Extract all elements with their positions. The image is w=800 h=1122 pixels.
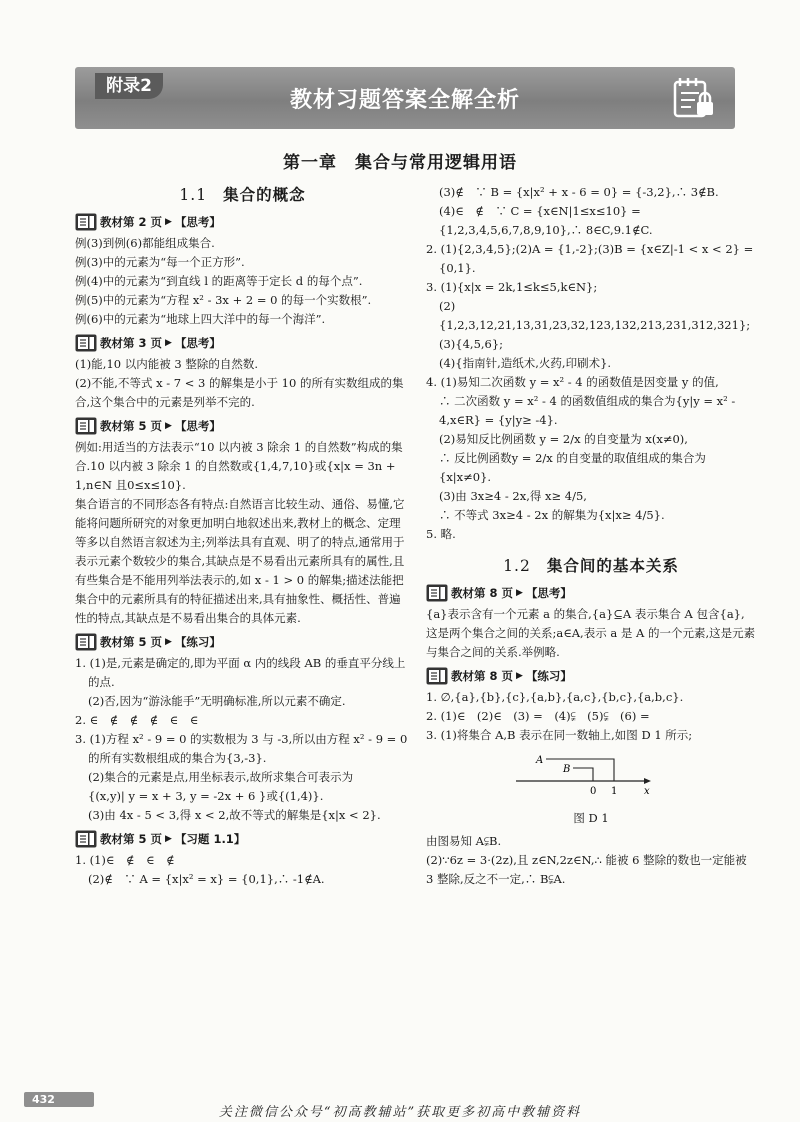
figure-caption: 图 D 1	[573, 811, 609, 825]
header-page: 教材第 8 页	[451, 586, 514, 600]
axis-x-label: x	[644, 786, 650, 797]
answer-line: (3)由 3x≥4 - 2x,得 x≥ 4/5,	[439, 489, 587, 503]
answer-line: (2)集合的元素是点,用坐标表示,故所求集合可表示为	[88, 770, 354, 784]
chapter-title: 第一章 集合与常用逻辑用语	[283, 153, 517, 173]
header-tag: 【练习】	[525, 669, 572, 683]
number-line-figure	[426, 749, 756, 828]
answer-line: ∴ 二次函数 y = x² - 4 的函数值组成的集合为{y|y = x² - 4,x∈R} = {y|y≥ -4}.	[439, 394, 736, 427]
label-b: B	[563, 764, 571, 775]
text-paragraph: 例如:用适当的方法表示“10 以内被 3 除余 1 的自然数”构成的集合.10 以内被 3 除余 1 的自然数或{1,4,7,10}或{x|x = 3n + 1,n∈N 且0≤x≤10}.	[75, 440, 403, 492]
header-page: 教材第 2 页	[100, 215, 163, 229]
textbook-icon	[426, 667, 448, 685]
textbook-icon	[75, 417, 97, 435]
section-number: 1.2	[503, 557, 531, 575]
textbook-icon	[75, 830, 97, 848]
set-a-bracket	[546, 759, 614, 781]
text-line: (2)不能,不等式 x - 7 < 3 的解集是小于 10 的所有实数组成的集合,这个集合中的元素是列举不完的.	[75, 376, 404, 409]
answer-line: ∴ 反比例函数y = 2/x 的自变量的取值组成的集合为{x|x≠0}.	[439, 451, 706, 484]
textbook-icon	[75, 213, 97, 231]
textbook-icon	[426, 584, 448, 602]
answer-line: 3. (1){x|x = 2k,1≤k≤5,k∈N};	[426, 280, 598, 294]
answer-line: (2)易知反比例函数 y = 2/x 的自变量为 x(x≠0),	[439, 432, 688, 446]
section-name: 集合的概念	[223, 186, 306, 204]
answer-line: 3. (1)将集合 A,B 表示在同一数轴上,如图 D 1 所示;	[426, 728, 693, 742]
answer-line: (2){1,2,3,12,21,13,31,23,32,123,132,213,231,312,321};	[439, 299, 751, 332]
exercise-header: 教材第 8 页 ▶ 【思考】	[426, 584, 756, 602]
answer-line: (3){4,5,6};	[439, 337, 504, 351]
text-paragraph: 集合语言的不同形态各有特点:自然语言比较生动、通俗、易懂,它能将问题所研究的对象更加明白地叙述出来,教材上的概念、定理等多以自然语言叙述为主;列举法具有直观、明了的特点,通常用于表示元素个数较少的集合,其缺点是不易看出元素所具有的属性,且有些集合是不能用列举法表示的,如 x - 1 > 0 的解集;描述法能把集合中的元素所具有的特征描述出来,具有抽象性、概括性、普遍性的特点,其缺点是不易看出集合的具体元素.	[75, 497, 405, 625]
exercise-header: 教材第 5 页 ▶ 【习题 1.1】	[75, 830, 410, 848]
answer-line: 2. (1){2,3,4,5};(2)A = {1,-2};(3)B = {x∈Z|-1 < x < 2} = {0,1}.	[426, 242, 754, 275]
section-title-1-2	[426, 554, 756, 576]
footer-note: 关注微信公众号“初高教辅站”获取更多初高中教辅资料	[218, 1105, 582, 1120]
answer-line: (2)否,因为“游泳能手”无明确标准,所以元素不确定.	[88, 694, 346, 708]
text-line: 例(5)中的元素为“方程 x² - 3x + 2 = 0 的每一个实数根”.	[75, 293, 372, 307]
header-tag: 【练习】	[174, 635, 221, 649]
text-line: 例(6)中的元素为“地球上四大洋中的每一个海洋”.	[75, 312, 326, 326]
answer-line: (3)由 4x - 5 < 3,得 x < 2,故不等式的解集是{x|x < 2}.	[88, 808, 381, 822]
header-tag: 【习题 1.1】	[174, 832, 246, 846]
answer-line: 由图易知 A⫋B.	[426, 834, 502, 848]
answer-line: 2. (1)∈ (2)∈ (3) = (4)⫋ (5)⫋ (6) =	[426, 709, 650, 723]
set-b-bracket	[573, 768, 593, 781]
page-number: 432	[24, 1092, 94, 1107]
header-tag: 【思考】	[525, 586, 572, 600]
answer-line: 1. (1)∈ ∉ ∈ ∉	[75, 853, 175, 867]
header-tag: 【思考】	[174, 419, 221, 433]
exercise-header: 教材第 8 页 ▶ 【练习】	[426, 667, 756, 685]
number-line-diagram	[426, 749, 756, 801]
answer-line: 2. ∈ ∉ ∉ ∉ ∈ ∈	[75, 713, 199, 727]
textbook-icon	[75, 633, 97, 651]
appendix-tag: 附录2	[95, 73, 163, 99]
textbook-icon	[75, 334, 97, 352]
axis-arrow	[644, 778, 651, 784]
answer-line: (2)∉ ∵ A = {x|x² = x} = {0,1},∴ -1∉A.	[88, 872, 325, 886]
exercise-header: 教材第 5 页 ▶ 【练习】	[75, 633, 410, 651]
text-paragraph: {a}表示含有一个元素 a 的集合,{a}⊆A 表示集合 A 包含{a},这是两个集合之间的关系;a∈A,表示 a 是 A 的一个元素,这是元素与集合之间的关系.举例略.	[426, 607, 756, 659]
text-line: 例(3)到例(6)都能组成集合.	[75, 236, 215, 250]
header-page: 教材第 3 页	[100, 336, 163, 350]
notebook-lock-icon	[671, 76, 717, 120]
section-number: 1.1	[179, 186, 208, 204]
answer-line: 5. 略.	[426, 527, 456, 541]
header-tag: 【思考】	[174, 215, 221, 229]
section-title-1-1	[75, 183, 410, 205]
appendix-title: 教材习题答案全解全析	[289, 88, 520, 113]
answer-line: ∴ 不等式 3x≥4 - 2x 的解集为{x|x≥ 4/5}.	[439, 508, 665, 522]
label-a: A	[536, 755, 544, 766]
answer-line: 1. ∅,{a},{b},{c},{a,b},{a,c},{b,c},{a,b,c}.	[426, 690, 684, 704]
exercise-header: 教材第 5 页 ▶ 【思考】	[75, 417, 410, 435]
header-page: 教材第 8 页	[451, 669, 514, 683]
right-column	[426, 183, 756, 889]
text-line: 例(3)中的元素为“每一个正方形”.	[75, 255, 245, 269]
tick-zero: 0	[590, 786, 597, 797]
section-name: 集合间的基本关系	[546, 557, 679, 575]
header-page: 教材第 5 页	[100, 419, 163, 433]
answer-line: 3. (1)方程 x² - 9 = 0 的实数根为 3 与 -3,所以由方程 x² - 9 = 0 的所有实数根组成的集合为{3,-3}.	[75, 732, 408, 765]
answer-line: 1. (1)是,元素是确定的,即为平面 α 内的线段 AB 的垂直平分线上的点.	[75, 656, 406, 689]
tick-one: 1	[611, 786, 618, 797]
left-column	[75, 183, 410, 889]
exercise-header: 教材第 2 页 ▶ 【思考】	[75, 213, 410, 231]
answer-line: (4)∈ ∉ ∵ C = {x∈N|1≤x≤10} = {1,2,3,4,5,6,7,8,9,10},∴ 8∈C,9.1∉C.	[439, 204, 653, 237]
answer-line: {(x,y)| y = x + 3, y = -2x + 6 }或{(1,4)}.	[88, 789, 324, 803]
header-page: 教材第 5 页	[100, 832, 163, 846]
answer-line: 4. (1)易知二次函数 y = x² - 4 的函数值是因变量 y 的值,	[426, 375, 719, 389]
answer-line: (4){指南针,造纸术,火药,印刷术}.	[439, 356, 612, 370]
header-page: 教材第 5 页	[100, 635, 163, 649]
appendix-banner	[75, 67, 735, 129]
answer-line: (3)∉ ∵ B = {x|x² + x - 6 = 0} = {-3,2},∴ 3∉B.	[439, 185, 719, 199]
text-line: (1)能,10 以内能被 3 整除的自然数.	[75, 357, 259, 371]
exercise-header: 教材第 3 页 ▶ 【思考】	[75, 334, 410, 352]
answer-line: (2)∵6z = 3·(2z),且 z∈N,2z∈N,∴ 能被 6 整除的数也一定能被 3 整除,反之不一定,∴ B⫋A.	[426, 853, 747, 886]
header-tag: 【思考】	[174, 336, 221, 350]
text-line: 例(4)中的元素为“到直线 l 的距离等于定长 d 的每个点”.	[75, 274, 363, 288]
